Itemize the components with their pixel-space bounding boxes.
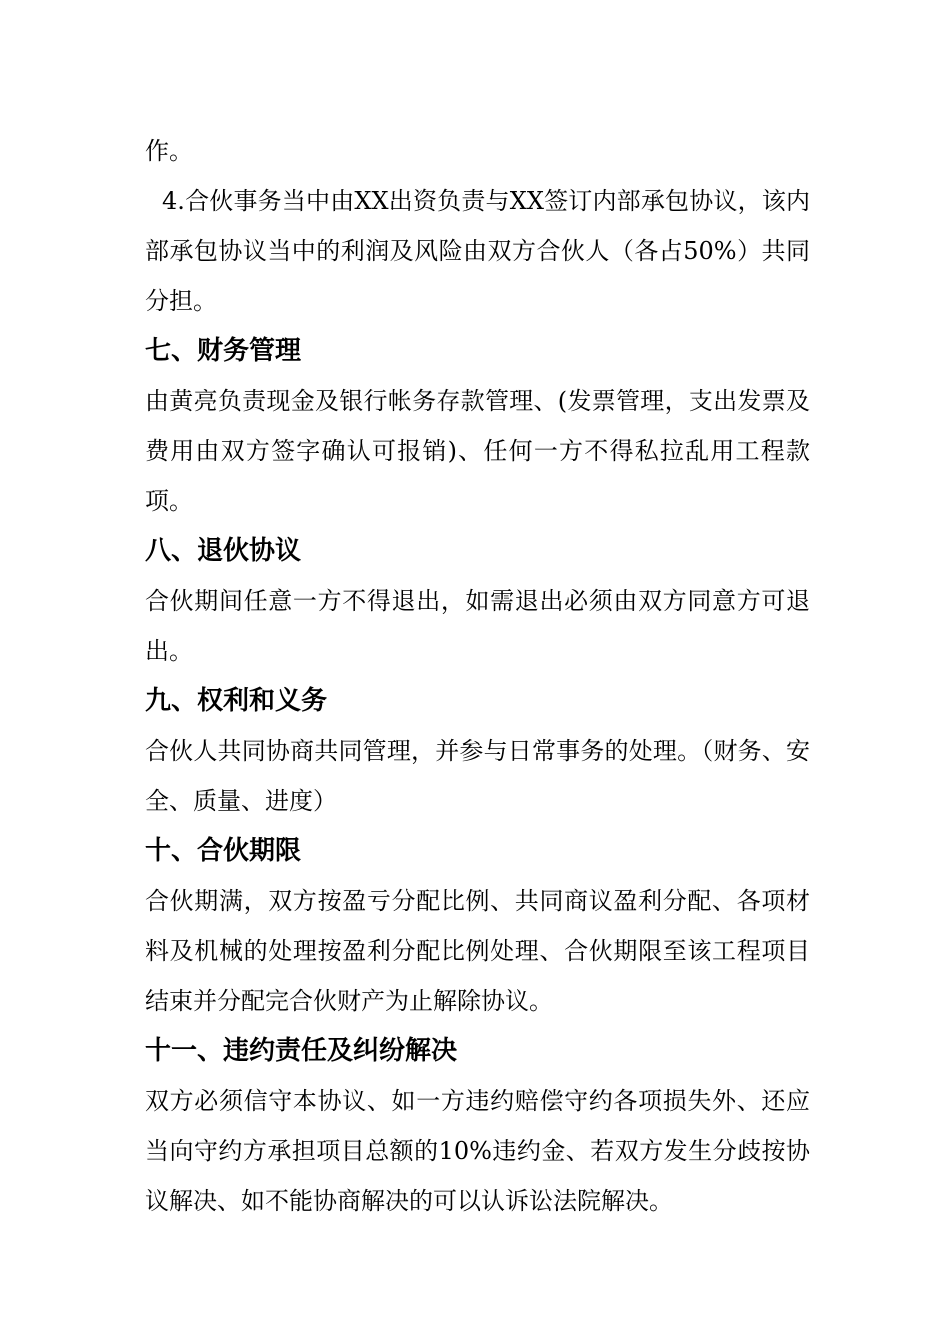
intro-fragment: 作。: [145, 137, 193, 165]
section-heading-withdrawal: 八、退伙协议: [145, 536, 302, 566]
section-body-withdrawal: 合伙期间任意一方不得退出，如需退出必须由双方同意方可退出。: [145, 587, 810, 665]
section-heading-breach: 十一、违约责任及纠纷解决: [145, 1036, 458, 1066]
section-body-breach: 双方必须信守本协议、如一方违约赔偿守约各项损失外、还应当向守约方承担项目总额的10%违约金、若双方发生分歧按协议解决、如不能协商解决的可以认诉讼法院解决。: [145, 1087, 810, 1215]
section-heading-term: 十、合伙期限: [145, 836, 302, 866]
section-heading-finance: 七、财务管理: [145, 336, 302, 366]
clause-4: 4.合伙事务当中由XX出资负责与XX签订内部承包协议，该内部承包协议当中的利润及风险由双方合伙人（各占50%）共同分担。: [145, 187, 810, 315]
section-body-rights: 合伙人共同协商共同管理，并参与日常事务的处理。（财务、安全、质量、进度）: [145, 737, 810, 815]
document-page: [145, 126, 810, 1226]
section-heading-rights: 九、权利和义务: [145, 686, 328, 716]
section-body-term: 合伙期满，双方按盈亏分配比例、共同商议盈利分配、各项材料及机械的处理按盈利分配比例处理、合伙期限至该工程项目结束并分配完合伙财产为止解除协议。: [145, 887, 810, 1015]
section-body-finance: 由黄亮负责现金及银行帐务存款管理、(发票管理，支出发票及费用由双方签字确认可报销)、任何一方不得私拉乱用工程款项。: [145, 387, 810, 515]
